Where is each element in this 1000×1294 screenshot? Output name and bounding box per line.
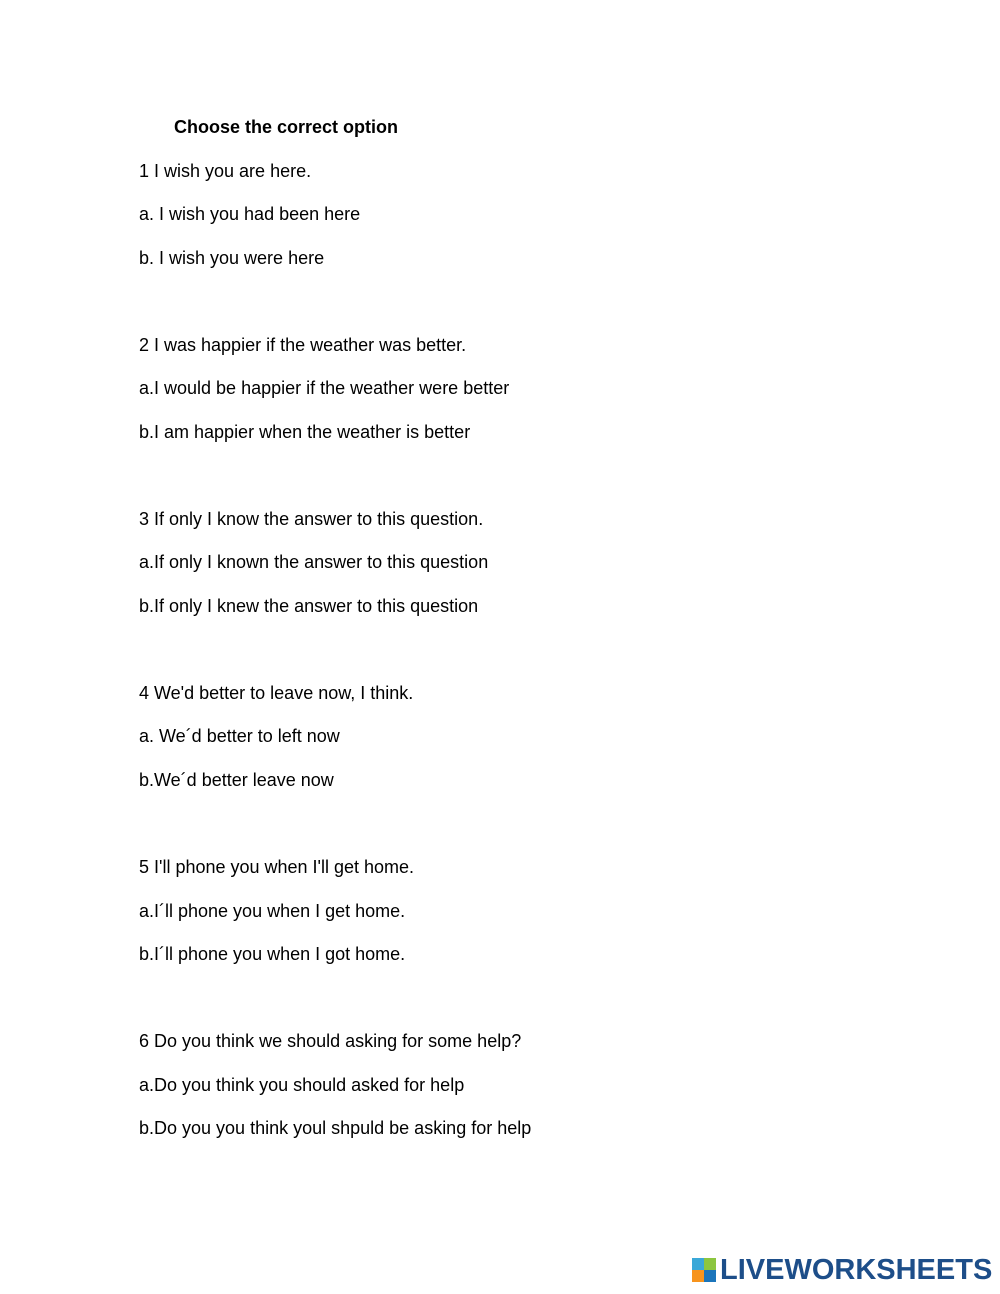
question-1: 1 I wish you are here. (139, 161, 312, 181)
question-2-option-b: b.I am happier when the weather is better (139, 422, 471, 442)
question-4: 4 We'd better to leave now, I think. (139, 683, 414, 703)
question-4-option-a: a. We´d better to left now (139, 726, 340, 746)
question-6: 6 Do you think we should asking for some help? (139, 1031, 522, 1051)
liveworksheets-logo[interactable] (692, 1255, 992, 1285)
question-3-option-a: a.If only I known the answer to this question (139, 552, 489, 572)
question-6-option-b: b.Do you you think youl shpuld be asking for help (139, 1118, 532, 1138)
question-2-option-a: a.I would be happier if the weather were better (139, 378, 510, 398)
question-2: 2 I was happier if the weather was better. (139, 335, 467, 355)
question-4-option-b: b.We´d better leave now (139, 770, 334, 790)
question-5-option-b: b.I´ll phone you when I got home. (139, 944, 406, 964)
question-5-option-a: a.I´ll phone you when I get home. (139, 901, 406, 921)
logo-text: LIVEWORKSHEETS (720, 1254, 993, 1286)
worksheet-title: Choose the correct option (174, 117, 399, 137)
question-1-option-a: a. I wish you had been here (139, 204, 361, 224)
question-3-option-b: b.If only I knew the answer to this question (139, 596, 479, 616)
question-3: 3 If only I know the answer to this question. (139, 509, 484, 529)
question-1-option-b: b. I wish you were here (139, 248, 325, 268)
question-6-option-a: a.Do you think you should asked for help (139, 1075, 465, 1095)
liveworksheets-logo-icon (692, 1258, 716, 1282)
question-5: 5 I'll phone you when I'll get home. (139, 857, 415, 877)
